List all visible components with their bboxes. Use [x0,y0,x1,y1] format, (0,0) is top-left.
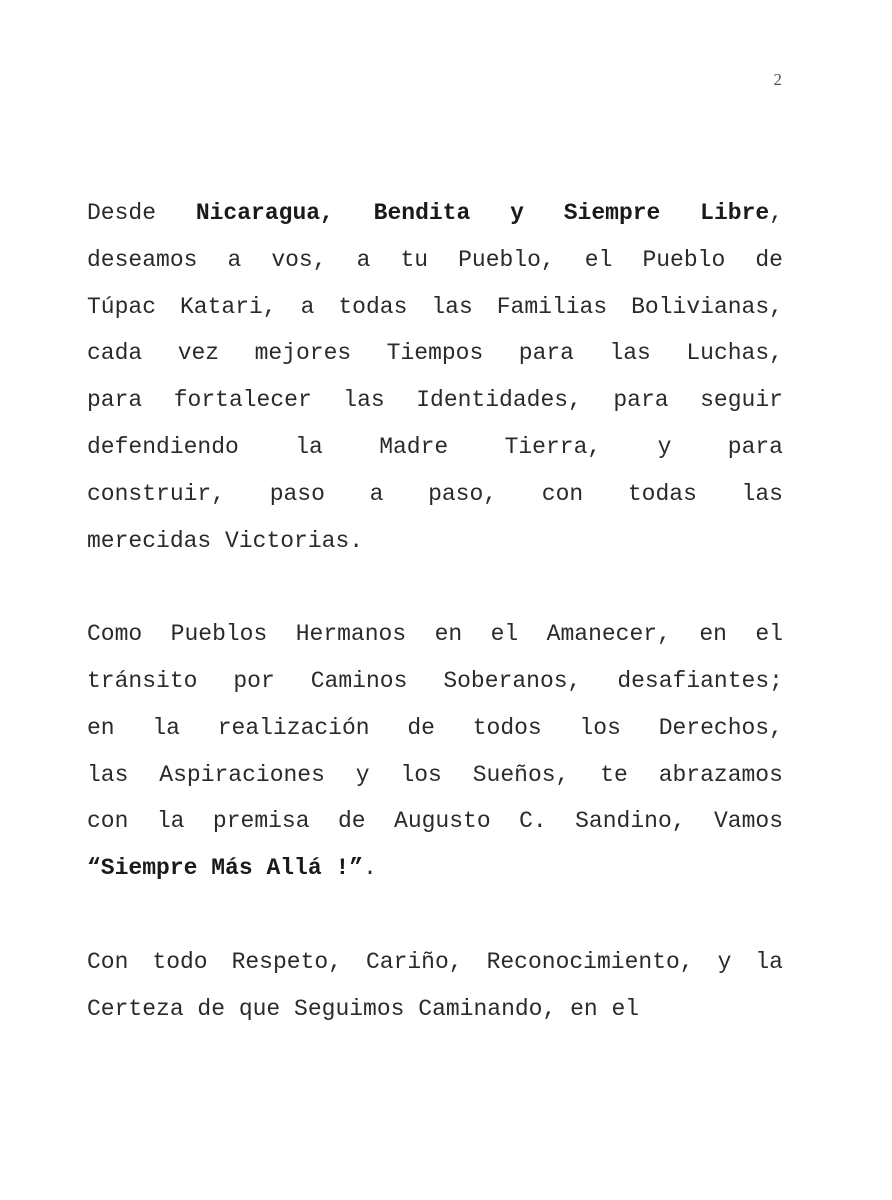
word: Aspiraciones [159,761,325,788]
text-line [87,845,783,892]
word: Respeto, [231,948,342,975]
text-line [87,986,783,1033]
word: todo [152,948,208,975]
text-line [87,611,783,658]
text-line [87,284,783,331]
word: Reconocimiento, [486,948,694,975]
text-line [87,190,783,237]
word: Pueblo [642,246,726,273]
text-line [87,752,783,799]
word: merecidas [87,527,212,554]
word: las [741,480,783,507]
word: el [611,995,640,1022]
word: las [87,761,129,788]
word: tránsito [87,667,198,694]
word: por [233,667,275,694]
text-line [87,705,783,752]
word: Seguimos [294,995,405,1022]
word: Cariño, [365,948,463,975]
word: la [295,433,323,460]
word: vez [177,340,220,367]
word: defendiendo [87,433,239,460]
text-line [87,798,783,845]
word: para [613,387,669,414]
word: Certeza [87,995,184,1022]
text-line [87,518,783,565]
word: la [755,948,783,975]
word: Soberanos, [443,667,582,694]
word: todas [627,480,697,507]
word: el [755,621,783,648]
word: de [407,714,435,741]
word: de [337,808,366,835]
word: las [431,293,473,320]
word: todas [338,293,408,320]
word: Pueblo, [458,246,555,273]
word: los [579,714,621,741]
word: Madre [379,433,449,460]
word: Pueblos [170,621,268,648]
word: abrazamos [658,761,783,788]
word: Derechos, [658,714,783,741]
word: Tierra, [504,433,602,460]
word: seguir [700,387,783,414]
text-line [87,939,783,986]
word: C. [519,808,547,835]
word: Bendita [373,200,471,226]
word: Con [87,948,129,975]
word: deseamos [87,246,198,273]
word: Allá [266,855,322,882]
word: premisa [212,808,310,835]
word: y [717,948,732,975]
word: Túpac [87,293,157,320]
word: Libre, [700,200,783,226]
word: el [490,621,519,648]
word: Más [211,855,253,882]
word: todos [472,714,542,741]
word: en [434,621,463,648]
text-line [87,471,783,518]
word: la [156,808,185,835]
word: y [510,200,524,226]
word: mejores [254,340,352,367]
word: que [238,995,281,1022]
word: a [227,246,242,273]
word: para [87,387,143,414]
word: desafiantes; [617,667,783,694]
paragraph [87,190,783,564]
word: te [600,761,628,788]
paragraph [87,939,783,1033]
word: fortalecer [173,387,312,414]
word: en [699,621,727,648]
word: las [343,387,385,414]
word: Amanecer, [546,621,671,648]
word: para [727,433,783,460]
word: Siempre [563,200,661,226]
word: y [657,433,672,460]
text-line [87,658,783,705]
word: con [541,480,584,507]
word: y [355,761,370,788]
word: Victorias. [225,527,364,554]
text-line [87,237,783,284]
word: paso [269,480,325,507]
paragraph [87,611,783,892]
word: en [570,995,598,1022]
word: vos, [271,246,327,273]
word: a [300,293,315,320]
word: Identidades, [416,387,582,414]
word: en [87,714,115,741]
word: tu [400,246,429,273]
word: cada [87,340,143,367]
word: realización [217,714,370,741]
text-line [87,377,783,424]
word: Nicaragua, [195,200,334,226]
word: Familias [496,293,608,320]
word: Vamos [713,808,783,835]
word: Katari, [179,293,277,320]
letter-body [87,190,783,1079]
page-number: 2 [773,70,782,89]
word: Luchas, [686,340,783,367]
word: Hermanos [295,621,407,648]
word: Augusto [394,808,491,835]
word: Como [87,621,143,648]
word: con [87,808,129,835]
word: Desde [87,200,157,226]
word: Sueños, [472,761,570,788]
word: Sandino, [575,808,686,835]
word: !”. [335,855,377,882]
word: la [152,714,180,741]
text-line [87,424,783,471]
word: Tiempos [386,340,484,367]
word: a [356,246,371,273]
word: los [400,761,442,788]
word: paso, [428,480,498,507]
word: construir, [87,480,226,507]
word: Bolivianas, [631,293,783,320]
word: a [369,480,384,507]
word: “Siempre [87,855,198,882]
word: el [584,246,613,273]
word: de [755,246,783,273]
word: Caminando, [418,995,557,1022]
word: de [197,995,226,1022]
word: para [518,340,574,367]
word: Caminos [310,667,408,694]
text-line [87,330,783,377]
word: las [609,340,651,367]
